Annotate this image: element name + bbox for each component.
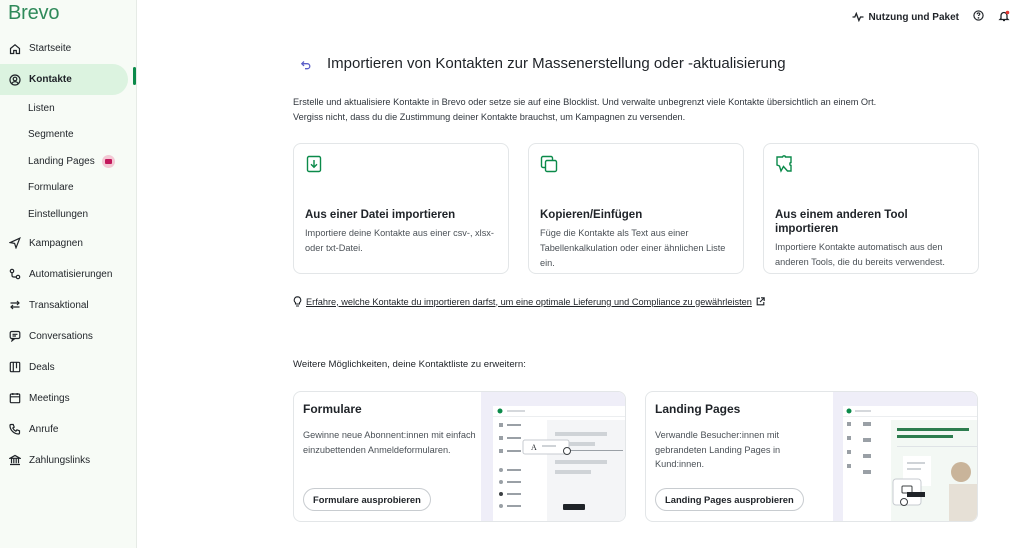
sidebar <box>0 0 137 548</box>
sidebar-subitem-label: Listen <box>28 102 55 114</box>
sidebar-item-zahlungslinks[interactable] <box>0 445 137 476</box>
promo-description: Gewinne neue Abonnent:innen mit einfach einzubettenden Anmeldeformularen. <box>303 430 476 455</box>
svg-text:A: A <box>531 443 537 452</box>
new-badge <box>102 155 115 168</box>
sidebar-item-transaktional[interactable] <box>0 290 137 321</box>
compliance-link[interactable] <box>293 296 765 307</box>
more-options-label: Weitere Möglichkeiten, deine Kontaktliste zu erweitern: <box>293 359 526 370</box>
sidebar-subitem-label: Landing Pages <box>28 155 95 167</box>
forms-promo-card <box>293 391 626 522</box>
automation-icon <box>9 268 21 280</box>
contact-icon <box>9 74 21 86</box>
external-link-icon[interactable] <box>756 297 765 306</box>
import-file-card[interactable] <box>293 143 509 274</box>
sidebar-item-label: Transaktional <box>29 299 89 311</box>
page-title: Importieren von Kontakten zur Massenerstellung oder -aktualisierung <box>327 55 786 72</box>
sidebar-item-automatisierungen[interactable] <box>0 259 137 290</box>
sidebar-item-deals[interactable] <box>0 352 137 383</box>
sidebar-item-conversations[interactable] <box>0 321 137 352</box>
landing-page-preview-illustration <box>833 392 977 522</box>
sidebar-item-label: Meetings <box>29 392 70 404</box>
main-content <box>137 0 1024 548</box>
intro-text <box>293 95 983 125</box>
sidebar-subitem-segmente[interactable] <box>0 122 137 149</box>
copy-paste-card[interactable] <box>528 143 744 274</box>
back-arrow-icon[interactable] <box>300 58 312 70</box>
lightbulb-icon <box>293 296 302 307</box>
sidebar-item-startseite[interactable] <box>0 33 137 64</box>
transfer-icon <box>9 299 21 311</box>
sidebar-subitem-label: Segmente <box>28 129 74 141</box>
compliance-link-text[interactable]: Erfahre, welche Kontakte du importieren darfst, um eine optimale Lieferung und Compliance zu gewährleisten <box>306 296 752 307</box>
sidebar-subitem-formulare[interactable] <box>0 175 137 202</box>
phone-icon <box>9 423 21 435</box>
brevo-logo[interactable]: Brevo <box>8 2 60 24</box>
intro-line: Erstelle und aktualisiere Kontakte in Brevo oder setze sie auf eine Blocklist. Und verwalte unbegrenzt viele Kontakte übersichtlich an einem Ort. <box>293 97 877 107</box>
try-forms-button[interactable]: Formulare ausprobieren <box>303 488 431 511</box>
file-import-icon <box>305 155 323 173</box>
sidebar-subitem-label: Einstellungen <box>28 208 89 220</box>
card-description: Importiere Kontakte automatisch aus den anderen Tools, die du bereits verwendest. <box>775 242 945 267</box>
usage-plan-label: Nutzung und Paket <box>868 11 959 23</box>
sidebar-item-label: Automatisierungen <box>29 268 113 280</box>
sidebar-item-label: Zahlungslinks <box>29 454 91 466</box>
intro-line: Vergiss nicht, dass du die Zustimmung deiner Kontakte brauchst, um Kampagnen zu versenden. <box>293 112 686 122</box>
copy-icon <box>540 155 558 173</box>
puzzle-icon <box>775 155 793 173</box>
calendar-icon <box>9 392 21 404</box>
card-description: Füge die Kontakte als Text aus einer Tabellenkalkulation oder einer ähnlichen Liste ein. <box>540 228 726 268</box>
card-title: Kopieren/Einfügen <box>540 209 643 221</box>
sidebar-item-meetings[interactable] <box>0 383 137 414</box>
sidebar-subitem-listen[interactable] <box>0 95 137 122</box>
card-title: Aus einer Datei importieren <box>305 209 456 221</box>
chat-icon <box>9 330 21 342</box>
try-landing-pages-button[interactable]: Landing Pages ausprobieren <box>655 488 804 511</box>
landing-pages-promo-card <box>645 391 978 522</box>
sidebar-item-label: Kampagnen <box>29 237 83 249</box>
sidebar-item-anrufe[interactable] <box>0 414 137 445</box>
sidebar-item-kontakte[interactable] <box>0 64 128 95</box>
promo-title: Landing Pages <box>655 402 741 416</box>
sidebar-item-kampagnen[interactable] <box>0 228 137 259</box>
sidebar-item-label: Kontakte <box>29 74 72 85</box>
card-title: Aus einem anderen Tool importieren <box>775 209 908 235</box>
sidebar-item-label: Startseite <box>29 43 72 54</box>
card-description: Importiere deine Kontakte aus einer csv-, xlsx- oder txt-Datei. <box>305 228 494 253</box>
home-icon <box>9 43 21 55</box>
sidebar-item-label: Deals <box>29 361 55 373</box>
bank-icon <box>9 454 21 466</box>
sidebar-item-label: Conversations <box>29 330 93 342</box>
send-icon <box>9 237 21 249</box>
import-tool-card[interactable] <box>763 143 979 274</box>
active-indicator <box>133 67 136 85</box>
sidebar-subitem-label: Formulare <box>28 182 74 194</box>
forms-preview-illustration <box>481 392 625 522</box>
sidebar-subitem-einstellungen[interactable] <box>0 201 137 228</box>
promo-title: Formulare <box>303 402 362 416</box>
sidebar-nav <box>0 33 137 476</box>
deals-icon <box>9 361 21 373</box>
sidebar-subitem-landing-pages[interactable] <box>0 148 137 175</box>
sidebar-item-label: Anrufe <box>29 423 59 435</box>
promo-description: Verwandle Besucher:innen mit gebrandeten Landing Pages in Kund:innen. <box>655 430 781 469</box>
